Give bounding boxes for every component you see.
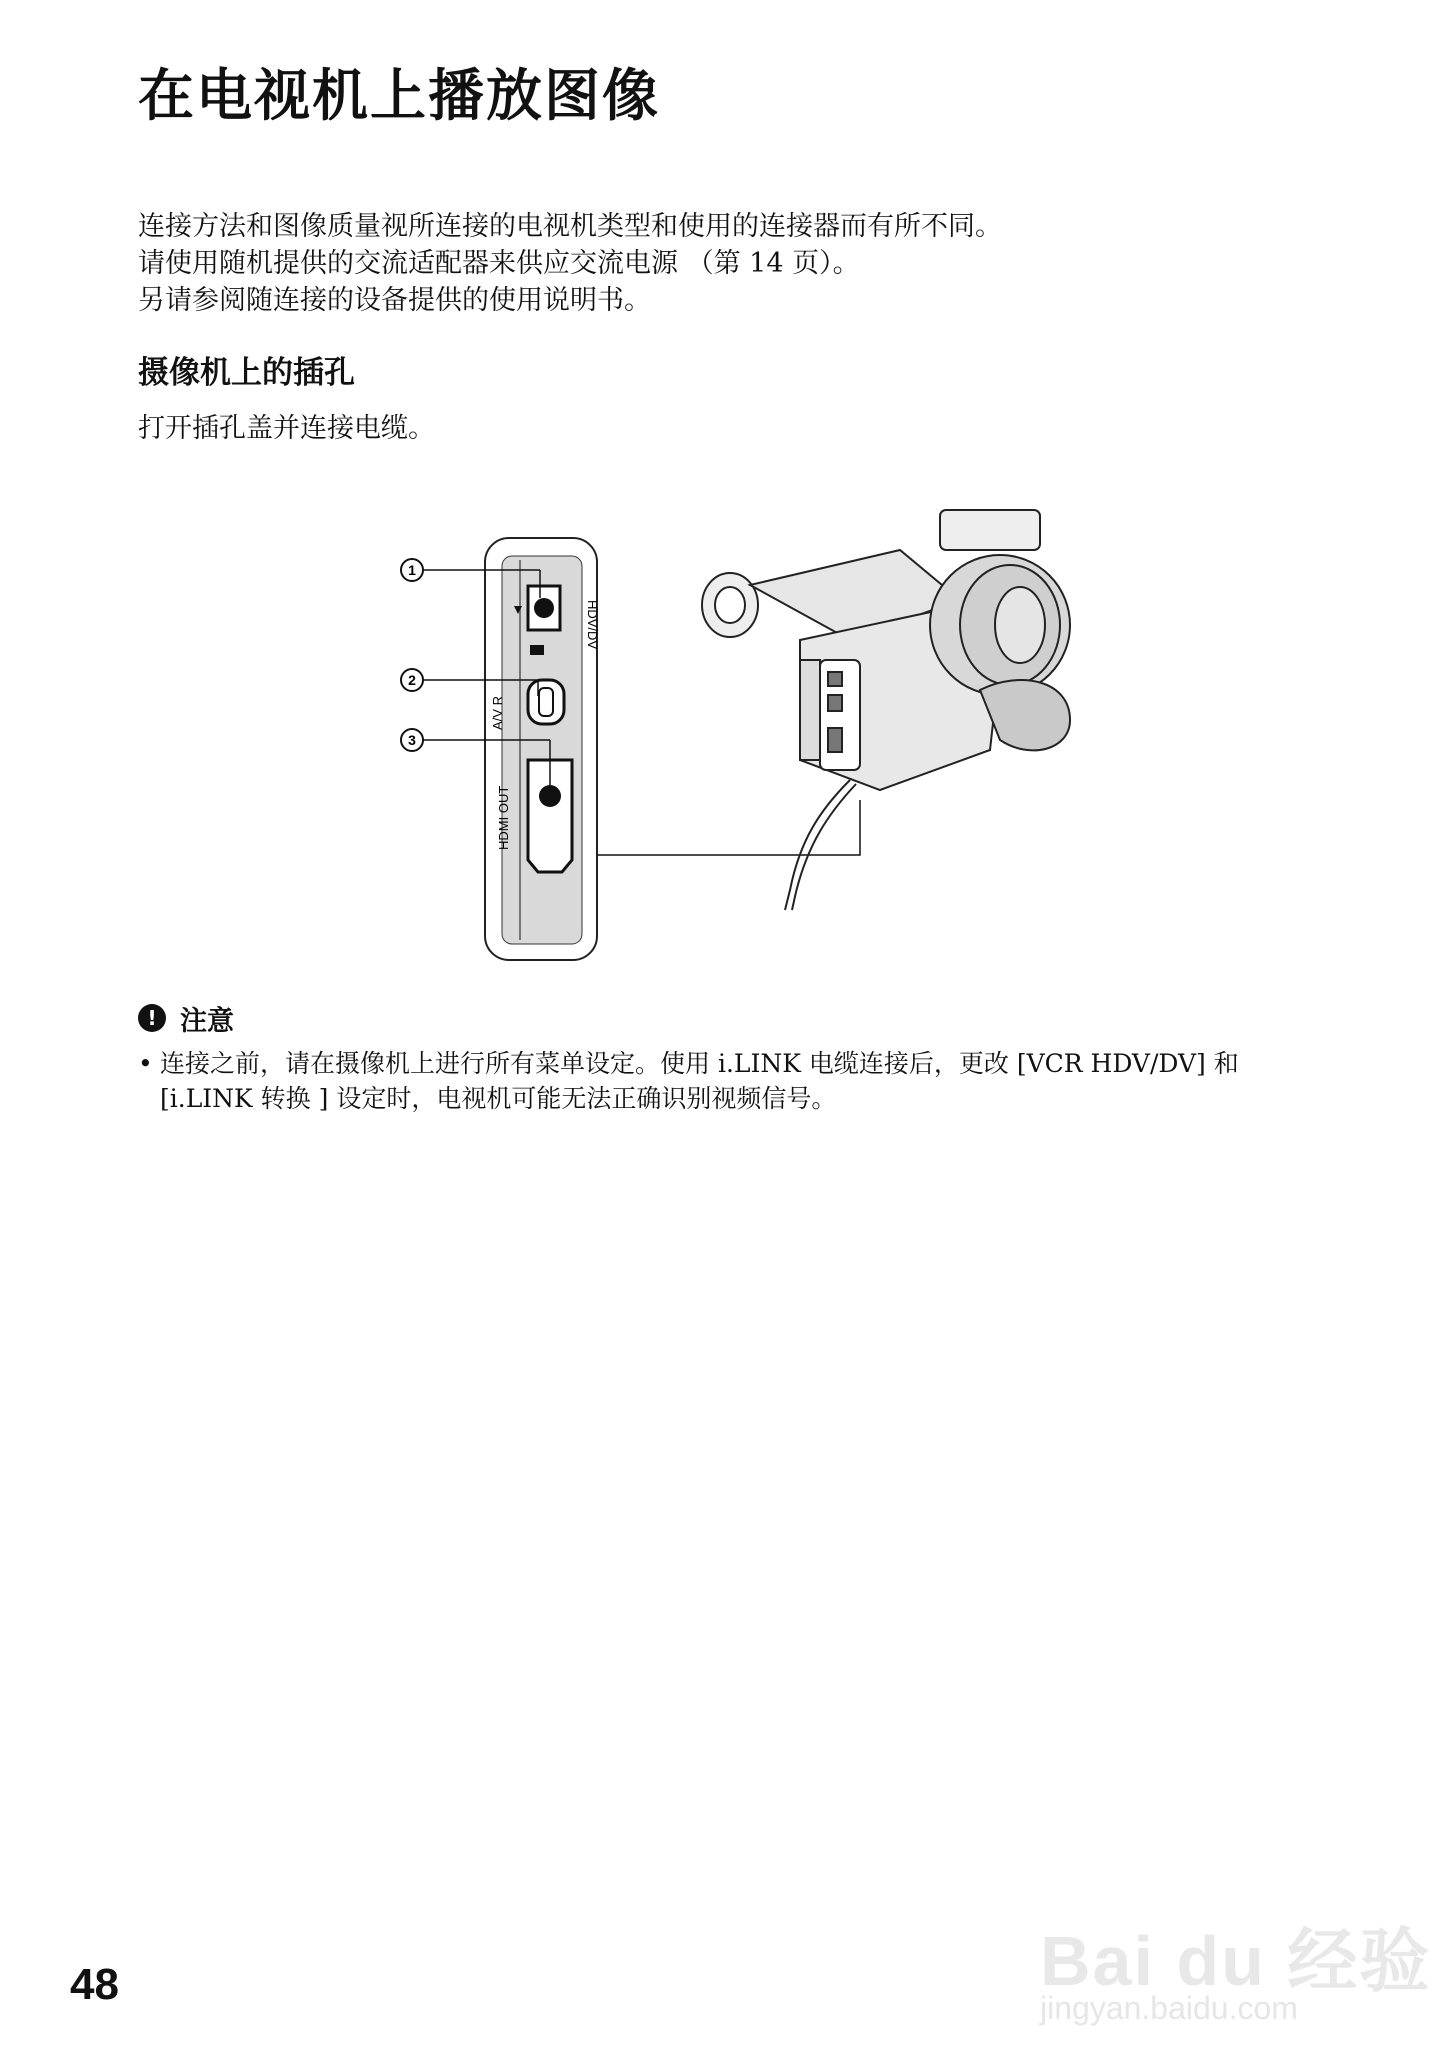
av-label: A/V R <box>490 696 505 730</box>
note-line: [i.LINK 转换 ] 设定时，电视机可能无法正确识别视频信号。 <box>160 1084 837 1113</box>
page-number: 48 <box>70 1960 119 2009</box>
bullet: • <box>138 1049 153 1078</box>
intro-line: 连接方法和图像质量视所连接的电视机类型和使用的连接器而有所不同。 <box>138 211 1002 242</box>
cable <box>785 780 850 910</box>
watermark-url: jingyan.baidu.com <box>1040 1990 1298 2026</box>
note-label: 注意 <box>180 1005 234 1037</box>
caution-icon: ! <box>138 1004 166 1032</box>
svg-text:3: 3 <box>408 732 416 748</box>
note-line: 连接之前，请在摄像机上进行所有菜单设定。使用 i.LINK 电缆连接后，更改 [VCR HDV/DV] 和 <box>160 1049 1239 1078</box>
watermark-brand: Bai du 经验 <box>1040 1922 1432 2000</box>
intro-line: 请使用随机提供的交流适配器来供应交流电源 （第 14 页）。 <box>138 248 860 279</box>
intro-line: 另请参阅随连接的设备提供的使用说明书。 <box>138 285 651 316</box>
camcorder-jacks-figure <box>380 490 1100 990</box>
intro-paragraph <box>138 208 1002 319</box>
hdv-label: HDV/DV <box>585 600 600 650</box>
svg-text:1: 1 <box>408 562 416 578</box>
section-text: 打开插孔盖并连接电缆。 <box>138 413 435 444</box>
hdmi-label: HDMI OUT <box>496 785 511 850</box>
page-title: 在电视机上播放图像 <box>138 64 660 129</box>
note-item <box>138 1046 1318 1116</box>
camcorder-icon <box>702 510 1070 790</box>
section-heading: 摄像机上的插孔 <box>138 355 355 391</box>
svg-text:2: 2 <box>408 672 416 688</box>
note-heading <box>138 1000 234 1036</box>
